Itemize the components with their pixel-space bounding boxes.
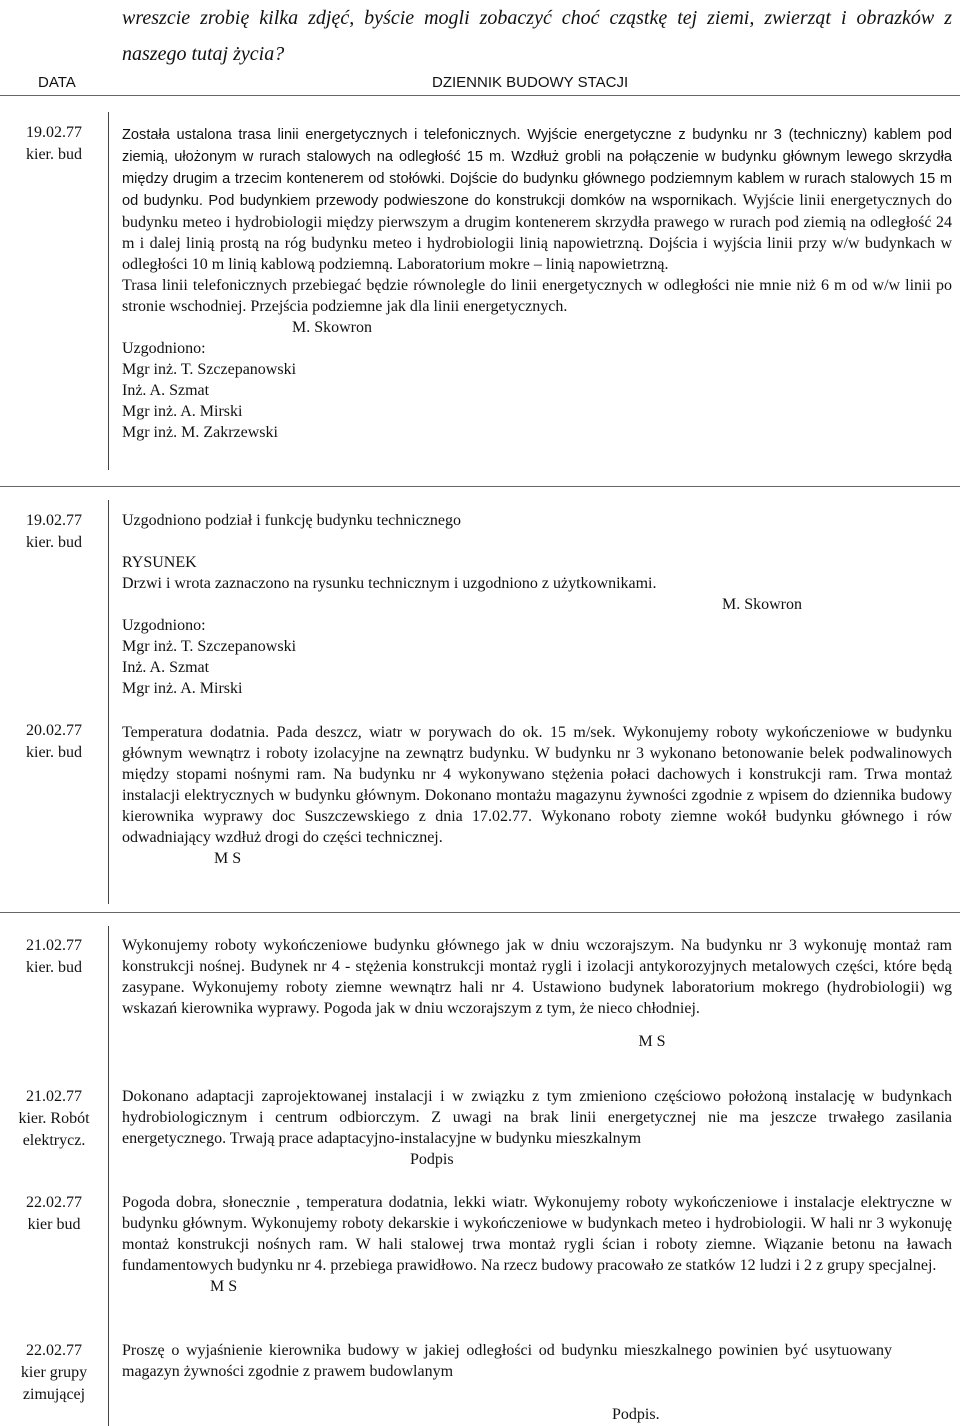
signature: M. Skowron	[292, 319, 373, 336]
signature: M S	[210, 1278, 238, 1295]
signature: Podpis	[410, 1151, 454, 1168]
entry-author-role: kier bud	[27, 1216, 81, 1233]
entry-date-cell	[0, 1192, 108, 1236]
entry-text: Dokonano adaptacji zaprojektowanej instalacji i w związku z tym zmieniono częściowo położoną instalację w budynkach hydrobiologicznym i centrum odbiorczym. Z uwagi na brak linii energetycznej nie ma jeszcze trwałego zasilania energetycznego. Trwają prace adaptacyjno-instalacyjne w budynku mieszkalnym	[122, 1088, 952, 1147]
section-rule	[0, 912, 960, 913]
entry-text: Drzwi i wrota zaznaczono na rysunku technicznym i uzgodniono z użytkownikami.	[122, 575, 657, 592]
signatory-name: Mgr inż. M. Zakrzewski	[122, 424, 278, 441]
entry-author-role: kier. bud	[26, 534, 82, 551]
signatory-name: Inż. A. Szmat	[122, 659, 210, 676]
entry-date-cell	[0, 1340, 108, 1406]
entry-date: 22.02.77	[26, 1194, 82, 1211]
entry-date: 21.02.77	[26, 937, 82, 954]
entry-text: Wykonujemy roboty wykończeniowe budynku głównego jak w dniu wczorajszym. Na budynku nr 3 wykonuję montaż ram konstrukcji nośnej. Budynek nr 4 - stężenia konstrukcji montaż rygli i izolacji antykorozyjnych metalowych części, które będą zasypane. Wykonujemy roboty ziemne wewnątrz hali nr 4. Ustawiono budynek laboratorium mokrego (hydrobiologii) wg wskazań kierownika wyprawy. Pogoda jak w dniu wczorajszym z tym, że nieco chłodniej.	[122, 937, 952, 1017]
entry-date-cell	[0, 720, 108, 764]
entry-date: 19.02.77	[26, 512, 82, 529]
entry-text: Wyjście linii energetycznych do budynku meteo i hydrobiologii między pierwszym a drugim kontenerem skrzydła prawego w rurach pod ziemią na odległość 24 m i dalej linią prostą na róg budynku meteo i hydrobiologii linią napowietrzną. Dojścia i wyjścia linii przy w/w budynkach w odległości 10 m linią kablową podziemną. Laboratorium mokre – linią napowietrzną.	[122, 192, 952, 273]
signature: M S	[638, 1033, 666, 1050]
entry-date-cell	[0, 935, 108, 979]
entry-date: 20.02.77	[26, 722, 82, 739]
drawing-label: RYSUNEK	[122, 554, 197, 571]
section-rule	[0, 486, 960, 487]
signature: Podpis.	[612, 1406, 660, 1423]
entry-body	[122, 722, 952, 869]
intro-text: wreszcie zrobię kilka zdjęć, byście mogli zobaczyć choć cząstkę tej ziemi, zwierząt i obrazków z naszego tutaj życia?	[122, 7, 952, 65]
column-divider	[108, 500, 109, 904]
date-column-header: DATA	[38, 74, 76, 91]
signatory-name: Mgr inż. A. Mirski	[122, 403, 243, 420]
entry-date: 21.02.77	[26, 1088, 82, 1105]
entry-date: 22.02.77	[26, 1342, 82, 1359]
signatory-name: Mgr inż. T. Szczepanowski	[122, 638, 297, 655]
agreed-label: Uzgodniono:	[122, 617, 206, 634]
signatory-name: Mgr inż. A. Mirski	[122, 680, 243, 697]
entry-date-cell	[0, 122, 108, 166]
header-rule	[0, 95, 960, 96]
entry-author-role: kier. bud	[26, 744, 82, 761]
column-divider	[108, 926, 109, 1426]
entry-body	[122, 1340, 892, 1425]
signature: M S	[214, 850, 242, 867]
entry-body	[122, 510, 952, 699]
signature: M. Skowron	[721, 596, 802, 613]
entry-body	[122, 1086, 952, 1170]
journal-title: DZIENNIK BUDOWY STACJI	[432, 74, 629, 91]
entry-text: Pogoda dobra, słonecznie , temperatura dodatnia, lekki wiatr. Wykonujemy roboty wykończeniowe i instalacje elektryczne w budynku głównym. Wykonujemy roboty dekarskie i wykończeniowe w budynkach meteo i hydrobiologii. W hali nr 3 wykonuję montaż konstrukcji nośnych ram. W hali stalowej trwa montaż rygli ścian i roboty ziemne. Wiązanie betonu na ławach fundamentowych budynku nr 4. przebiega prawidłowo. Na rzecz budowy pracowało ze statków 12 ludzi i 2 z grupy specjalnej.	[122, 1194, 952, 1274]
column-divider	[108, 112, 109, 470]
signatory-name: Inż. A. Szmat	[122, 382, 210, 399]
entry-text: Została ustalona trasa linii energetycznych i telefonicznych. Wyjście energetyczne z budynku nr 3 (techniczny) kablem pod ziemią, ułożonym w rurach stalowych na odległość 15 m.	[122, 127, 952, 165]
entry-body	[122, 1192, 952, 1297]
signatory-name: Mgr inż. T. Szczepanowski	[122, 361, 297, 378]
entry-author-role: kier. bud	[26, 959, 82, 976]
entry-text: Uzgodniono podział i funkcję budynku technicznego	[122, 512, 462, 529]
entry-date-cell	[0, 510, 108, 554]
entry-text: Temperatura dodatnia. Pada deszcz, wiatr w porywach do ok. 15 m/sek. Wykonujemy roboty wykończeniowe w budynku głównym wewnątrz i roboty izolacyjne na zewnątrz budynku. W budynku nr 3 wykonano betonowanie belek podwalinowych między stopami nośnymi ram. Na budynku nr 4 wykonywano stężenia połaci dachowych i konstrukcji ram. Trwa montaż instalacji elektrycznych w budynku głównym. Dokonano montażu magazynu żywności zgodnie z wpisem do dziennika budowy kierownika wyprawy doc Suszczewskiego z dnia 17.02.77. Wykonano roboty ziemne wokół budynku głównego i rów odwadniający wzdłuż drogi do części technicznej.	[122, 724, 952, 846]
entry-author-role: kier grupy zimującej	[20, 1364, 88, 1403]
entry-text: Trasa linii telefonicznych przebiegać będzie równolegle do linii energetycznych w odległości nie mnie niż 6 m od w/w linii po stronie wschodniej. Przejścia podziemne jak dla linii energetycznych.	[122, 277, 952, 315]
entry-text: Proszę o wyjaśnienie kierownika budowy w jakiej odległości od budynku mieszkalnego powinien być usytuowany magazyn żywności zgodnie z prawem budowlanym	[122, 1342, 892, 1380]
entry-date-cell	[0, 1086, 108, 1152]
entry-text: Wzdłuż grobli na połączenie w budynku głównym lewego skrzydła między drugim a trzecim kontenerem od stołówki. Dojście do budynku głównego podziemnym kablem w rurach stalowych 15 m od budynku. Pod budynkiem przewody podwieszone do konstrukcji domków na wspornikach.	[122, 149, 952, 209]
entry-author-role: kier. bud	[26, 146, 82, 163]
entry-body	[122, 124, 952, 443]
agreed-label: Uzgodniono:	[122, 340, 206, 357]
entry-author-role: kier. Robót elektrycz.	[18, 1110, 90, 1149]
entry-date: 19.02.77	[26, 124, 82, 141]
entry-body	[122, 935, 952, 1052]
